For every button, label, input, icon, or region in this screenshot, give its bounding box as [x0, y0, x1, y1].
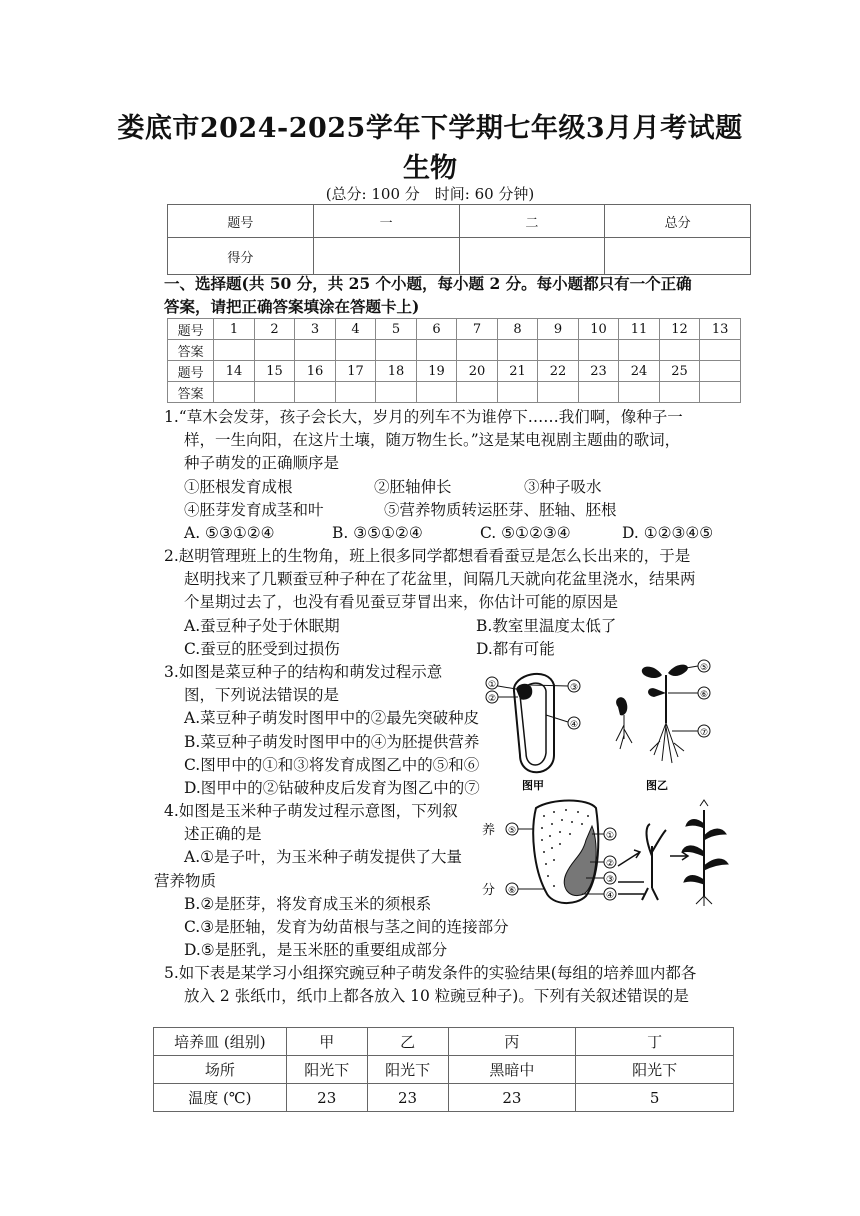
corn-label-4: ④ [605, 891, 615, 901]
grid-answer-row [168, 382, 741, 403]
score-table [167, 204, 751, 275]
exp-cell: 甲 [286, 1028, 367, 1056]
corn-label-5: ⑤ [507, 826, 517, 836]
question-number-cell: 19 [416, 361, 457, 382]
answer-cell[interactable] [214, 382, 255, 403]
option-c[interactable]: C. ⑤①②③④ [480, 524, 571, 543]
exp-cell: 培养皿 (组别) [154, 1028, 287, 1056]
option-d[interactable]: D.⑤是胚乳，是玉米胚的重要组成部分 [184, 941, 448, 960]
answer-cell[interactable] [254, 340, 295, 361]
question-number-cell: 9 [538, 319, 579, 340]
answer-cell[interactable] [214, 340, 255, 361]
exp-cell: 阳光下 [576, 1056, 734, 1084]
answer-cell[interactable] [619, 382, 660, 403]
question-number-cell: 11 [619, 319, 660, 340]
grid-answer-row [168, 340, 741, 361]
statement: ⑤营养物质转运胚芽、胚轴、胚根 [384, 500, 617, 519]
fig-label-yi: 图乙 [646, 779, 668, 792]
option-c[interactable]: C.图甲中的①和③将发育成图乙中的⑤和⑥ [184, 755, 480, 774]
question-text: 3.如图是菜豆种子的结构和萌发过程示意 [164, 663, 443, 681]
question-text: 5.如下表是某学习小组探究豌豆种子萌发条件的实验结果(每组的培养皿内都各 [164, 964, 697, 982]
statement: ①胚根发育成根 [184, 477, 293, 496]
option-b[interactable]: B. ③⑤①②④ [332, 524, 423, 543]
exp-cell: 23 [286, 1084, 367, 1112]
corn-label-2: ② [605, 859, 615, 869]
question-number-cell: 12 [659, 319, 700, 340]
question-number-cell: 14 [214, 361, 255, 382]
question-text: 图，下列说法错误的是 [184, 686, 340, 705]
score-input-cell[interactable] [459, 238, 605, 275]
question-number-cell: 3 [295, 319, 336, 340]
section-heading-line: 一、选择题(共 50 分，共 25 个小题，每小题 2 分。每小题都只有一个正确 [164, 274, 692, 293]
exp-row [154, 1056, 734, 1084]
question-number-cell: 21 [497, 361, 538, 382]
grid-number-row [168, 361, 741, 382]
grid-number-row [168, 319, 741, 340]
label-1: ① [487, 680, 497, 690]
exp-cell: 丁 [576, 1028, 734, 1056]
corn-sprout [642, 824, 666, 900]
exp-cell: 乙 [367, 1028, 448, 1056]
question-number-cell: 6 [416, 319, 457, 340]
question-2 [164, 545, 764, 661]
corn-plant [682, 800, 728, 906]
answer-cell[interactable] [619, 340, 660, 361]
answer-cell[interactable] [295, 340, 336, 361]
label-2: ② [487, 694, 497, 704]
corn-label-6: ⑥ [507, 886, 517, 896]
option-d[interactable]: D.图甲中的②钻破种皮后发育为图乙中的⑦ [184, 779, 480, 798]
answer-cell[interactable] [497, 382, 538, 403]
grid-row-label: 题号 [168, 319, 214, 340]
question-1 [164, 406, 764, 545]
question-number-cell [700, 361, 741, 382]
score-cell: 总分 [605, 205, 751, 238]
answer-cell[interactable] [376, 340, 417, 361]
question-text: 2.赵明管理班上的生物角，班上很多同学都想看看蚕豆是怎么长出来的，于是 [164, 547, 691, 565]
question-number-cell: 22 [538, 361, 579, 382]
answer-cell[interactable] [578, 340, 619, 361]
question-number-cell: 16 [295, 361, 336, 382]
big-seedling-leaves [642, 665, 688, 678]
answer-cell[interactable] [497, 340, 538, 361]
exp-cell: 阳光下 [286, 1056, 367, 1084]
score-cell: 题号 [168, 205, 314, 238]
question-number-cell: 8 [497, 319, 538, 340]
option-a[interactable]: A.①是子叶，为玉米种子萌发提供了大量 [184, 848, 463, 867]
question-number-cell: 1 [214, 319, 255, 340]
score-input-cell[interactable] [313, 238, 459, 275]
score-header-row [168, 205, 751, 238]
question-number-cell: 2 [254, 319, 295, 340]
answer-cell[interactable] [335, 340, 376, 361]
fig-label-jia: 图甲 [522, 779, 544, 792]
question-text: 样，一生向阳，在这片土壤，随万物生长。”这是某电视剧主题曲的歌词， [184, 431, 681, 450]
question-number-cell: 5 [376, 319, 417, 340]
score-value-row [168, 238, 751, 275]
answer-cell[interactable] [416, 340, 457, 361]
subject-title: 生物 [403, 153, 457, 184]
answer-cell[interactable] [538, 382, 579, 403]
answer-cell[interactable] [659, 382, 700, 403]
answer-cell[interactable] [335, 382, 376, 403]
option-d[interactable]: D. ①②③④⑤ [622, 524, 714, 543]
answer-cell[interactable] [700, 382, 741, 403]
score-cell: 得分 [168, 238, 314, 275]
question-number-cell: 23 [578, 361, 619, 382]
exp-cell: 23 [367, 1084, 448, 1112]
label-7: ⑦ [699, 728, 709, 738]
section-heading [164, 272, 754, 318]
question-number-cell: 25 [659, 361, 700, 382]
exp-cell: 阳光下 [367, 1056, 448, 1084]
exp-header-row [154, 1028, 734, 1056]
question-number-cell: 15 [254, 361, 295, 382]
option-a[interactable]: A. ⑤③①②④ [184, 524, 275, 543]
question-number-cell: 17 [335, 361, 376, 382]
question-number-cell: 18 [376, 361, 417, 382]
option-b[interactable]: B.②是胚芽，将发育成玉米的须根系 [184, 894, 432, 913]
question-5 [164, 962, 784, 1008]
exam-meta: (总分: 100 分 时间: 60 分钟) [325, 185, 535, 203]
side-text: 养 [482, 823, 496, 838]
statement: ③种子吸水 [524, 477, 602, 496]
answer-cell[interactable] [700, 340, 741, 361]
option-a[interactable]: A.蚕豆种子处于休眠期 [184, 616, 340, 635]
answer-cell[interactable] [416, 382, 457, 403]
question-text: 种子萌发的正确顺序是 [184, 454, 340, 473]
exp-cell: 黑暗中 [448, 1056, 576, 1084]
question-text: 个星期过去了，也没有看见蚕豆芽冒出来，你估计可能的原因是 [184, 593, 619, 612]
small-seedling [616, 697, 627, 715]
exp-cell: 温度 (℃) [154, 1084, 287, 1112]
corn-seed-figure [482, 796, 742, 906]
experiment-table [153, 1027, 734, 1112]
grid-row-label: 题号 [168, 361, 214, 382]
grid-row-label: 答案 [168, 340, 214, 361]
question-text: 述正确的是 [184, 825, 262, 844]
label-3: ③ [569, 683, 579, 693]
option-b[interactable]: B.教室里温度太低了 [476, 616, 617, 635]
corn-label-3: ③ [605, 875, 615, 885]
score-input-cell[interactable] [605, 238, 751, 275]
label-5: ⑤ [699, 663, 709, 673]
question-number-cell: 24 [619, 361, 660, 382]
option-c[interactable]: C.蚕豆的胚受到过损伤 [184, 639, 340, 658]
question-number-cell: 20 [457, 361, 498, 382]
answer-cell[interactable] [538, 340, 579, 361]
question-text: 4.如图是玉米种子萌发过程示意图，下列叙 [164, 802, 458, 820]
answer-cell[interactable] [295, 382, 336, 403]
label-6: ⑥ [699, 690, 709, 700]
exp-cell: 丙 [448, 1028, 576, 1056]
exam-title: 娄底市2024-2025学年下学期七年级3月月考试题 [117, 113, 743, 144]
big-seedling-cotyledon [648, 688, 666, 697]
question-number-cell: 13 [700, 319, 741, 340]
option-a[interactable]: A.菜豆种子萌发时图甲中的②最先突破种皮 [184, 709, 480, 728]
statement: ②胚轴伸长 [374, 477, 452, 496]
question-number-cell: 7 [457, 319, 498, 340]
score-cell: 一 [313, 205, 459, 238]
answer-cell[interactable] [254, 382, 295, 403]
option-b[interactable]: B.菜豆种子萌发时图甲中的④为胚提供营养 [184, 732, 480, 751]
question-number-cell: 4 [335, 319, 376, 340]
answer-grid [167, 318, 741, 403]
question-number-cell: 10 [578, 319, 619, 340]
answer-cell[interactable] [659, 340, 700, 361]
answer-cell[interactable] [457, 382, 498, 403]
label-4: ④ [569, 720, 579, 730]
option-a-continued: 营养物质 [154, 871, 217, 890]
question-3 [164, 661, 504, 800]
statement: ④胚芽发育成茎和叶 [184, 500, 324, 519]
exp-cell: 23 [448, 1084, 576, 1112]
grid-row-label: 答案 [168, 382, 214, 403]
question-text: 放入 2 张纸巾，纸巾上都各放入 10 粒豌豆种子)。下列有关叙述错误的是 [184, 987, 689, 1006]
section-heading-line: 答案，请把正确答案填涂在答题卡上) [164, 297, 420, 316]
option-d[interactable]: D.都有可能 [476, 639, 555, 658]
answer-cell[interactable] [376, 382, 417, 403]
exp-cell: 场所 [154, 1056, 287, 1084]
score-cell: 二 [459, 205, 605, 238]
exp-cell: 5 [576, 1084, 734, 1112]
corn-label-1: ① [605, 831, 615, 841]
exp-row [154, 1084, 734, 1112]
question-text: 1.“草木会发芽，孩子会长大，岁月的列车不为谁停下……我们啊，像种子一 [164, 408, 683, 426]
question-text: 赵明找来了几颗蚕豆种子种在了花盆里，间隔几天就向花盆里浇水，结果两 [184, 570, 696, 589]
option-c[interactable]: C.③是胚轴，发育为幼苗根与茎之间的连接部分 [184, 918, 509, 937]
answer-cell[interactable] [578, 382, 619, 403]
answer-cell[interactable] [457, 340, 498, 361]
side-text: 分 [482, 883, 496, 898]
bean-seed-figure [484, 655, 724, 795]
